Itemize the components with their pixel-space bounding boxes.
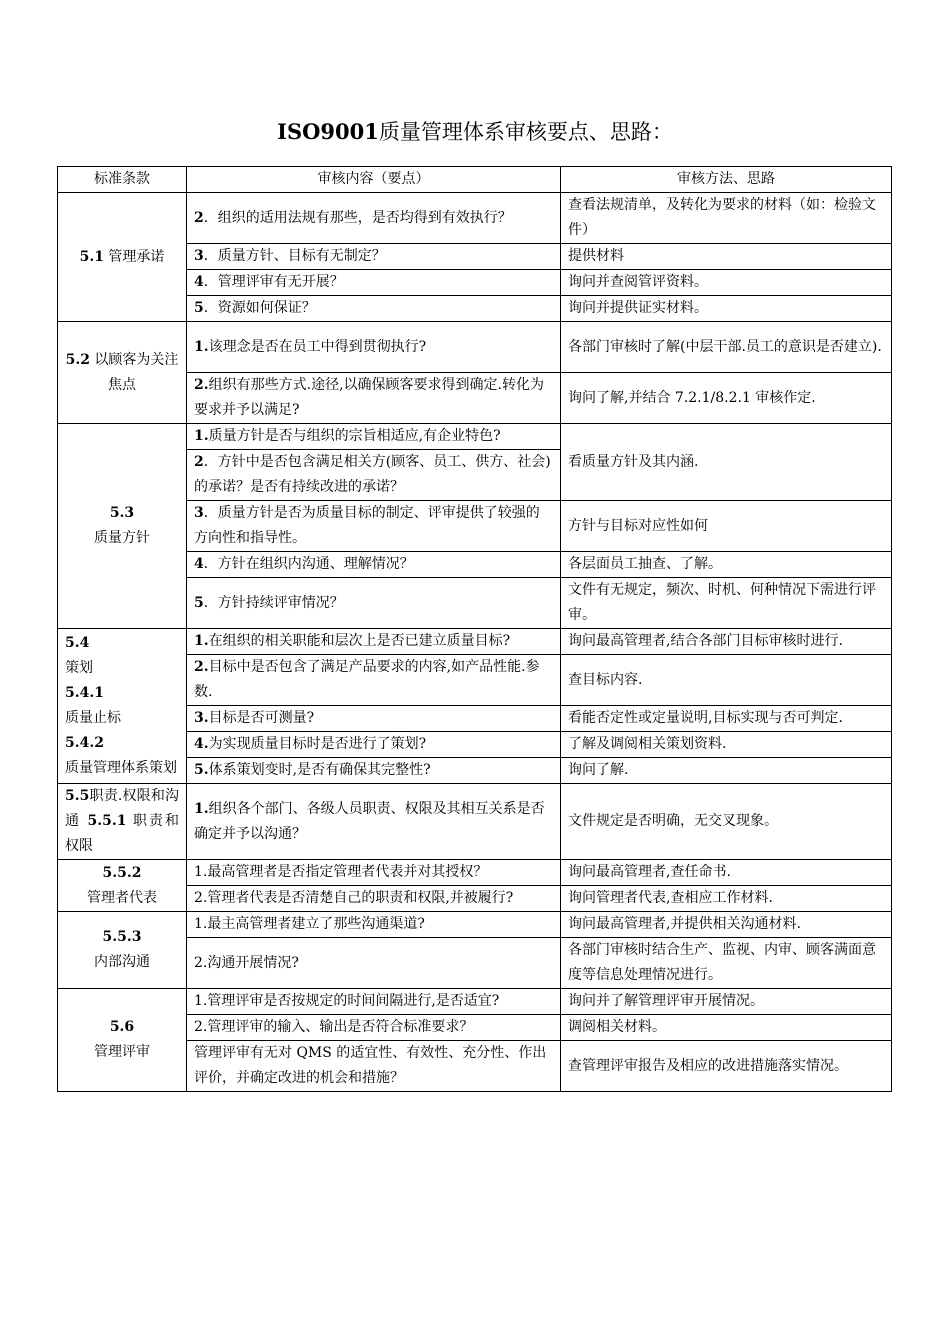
content-cell: 1.最高管理者是否指定管理者代表并对其授权？	[187, 860, 561, 886]
clause-5-5-2: 5.5.2 管理者代表	[58, 860, 187, 912]
audit-table	[57, 166, 892, 1092]
content-cell: 1.在组织的相关职能和层次上是否已建立质量目标?	[187, 629, 561, 655]
method-cell: 各部门审核时结合生产、监视、内审、顾客满面意度等信息处理情况进行。	[561, 938, 892, 989]
method-cell: 询问了解.	[561, 758, 892, 784]
content-cell: 3．质量方针、目标有无制定？	[187, 244, 561, 270]
clause-5-4: 5.4 策划 5.4.1 质量止标 5.4.2 质量管理体系策划	[58, 629, 187, 784]
clause-5-6: 5.6 管理评审	[58, 989, 187, 1092]
method-cell: 查看法规清单，及转化为要求的材料（如：检验文件）	[561, 193, 892, 244]
content-cell: 4．方针在组织内沟通、理解情况？	[187, 552, 561, 578]
title-standard: ISO9001	[277, 119, 379, 144]
method-cell: 询问最高管理者,查任命书.	[561, 860, 892, 886]
clause-5-5-3: 5.5.3 内部沟通	[58, 912, 187, 989]
content-cell: 2.沟通开展情况?	[187, 938, 561, 989]
content-cell: 2.管理评审的输入、输出是否符合标准要求？	[187, 1015, 561, 1041]
method-cell: 调阅相关材料。	[561, 1015, 892, 1041]
content-cell: 2.管理者代表是否清楚自己的职责和权限,并被履行?	[187, 886, 561, 912]
content-cell: 3.目标是否可测量?	[187, 706, 561, 732]
table-row	[58, 860, 892, 886]
method-cell: 了解及调阅相关策划资料.	[561, 732, 892, 758]
header-content: 审核内容（要点）	[187, 167, 561, 193]
title-text: 质量管理体系审核要点、思路：	[378, 120, 673, 144]
table-row	[58, 629, 892, 655]
content-cell: 管理评审有无对 QMS 的适宜性、有效性、充分性、作出评价，并确定改进的机会和措施？	[187, 1041, 561, 1092]
table-row	[58, 424, 892, 450]
content-cell: 2．方针中是否包含满足相关方(顾客、员工、供方、社会)的承诺？是否有持续改进的承诺？	[187, 450, 561, 501]
method-cell: 查管理评审报告及相应的改进措施落实情况。	[561, 1041, 892, 1092]
table-header-row	[58, 167, 892, 193]
content-cell: 1.质量方针是否与组织的宗旨相适应,有企业特色?	[187, 424, 561, 450]
method-cell: 文件有无规定，频次、时机、何种情况下需进行评审。	[561, 578, 892, 629]
content-cell: 5.体系策划变时,是否有确保其完整性?	[187, 758, 561, 784]
method-cell: 各部门审核时了解(中层干部.员工的意识是否建立).	[561, 322, 892, 373]
method-cell: 询问管理者代表,查相应工作材料.	[561, 886, 892, 912]
method-cell: 询问并提供证实材料。	[561, 296, 892, 322]
method-cell: 方针与目标对应性如何	[561, 501, 892, 552]
clause-5-3: 5.3 质量方针	[58, 424, 187, 629]
table-row	[58, 989, 892, 1015]
content-cell: 1.最主高管理者建立了那些沟通渠道?	[187, 912, 561, 938]
clause-5-1: 5.1 管理承诺	[58, 193, 187, 322]
content-cell: 2.目标中是否包含了满足产品要求的内容,如产品性能.参数.	[187, 655, 561, 706]
content-cell: 4．管理评审有无开展？	[187, 270, 561, 296]
content-cell: 2．组织的适用法规有那些，是否均得到有效执行？	[187, 193, 561, 244]
header-clause: 标准条款	[58, 167, 187, 193]
method-cell: 查目标内容.	[561, 655, 892, 706]
method-cell: 看质量方针及其内涵.	[561, 424, 892, 501]
method-cell: 询问了解,并结合 7.2.1/8.2.1 审核作定.	[561, 373, 892, 424]
content-cell: 1.该理念是否在员工中得到贯彻执行?	[187, 322, 561, 373]
method-cell: 各层面员工抽查、了解。	[561, 552, 892, 578]
method-cell: 文件规定是否明确，无交叉现象。	[561, 784, 892, 860]
content-cell: 4.为实现质量目标时是否进行了策划?	[187, 732, 561, 758]
page-title	[0, 116, 950, 148]
table-row	[58, 322, 892, 373]
method-cell: 询问最高管理者,并提供相关沟通材料.	[561, 912, 892, 938]
content-cell: 1.组织各个部门、各级人员职责、权限及其相互关系是否确定并予以沟通？	[187, 784, 561, 860]
content-cell: 3．质量方针是否为质量目标的制定、评审提供了较强的方向性和指导性。	[187, 501, 561, 552]
content-cell: 5．资源如何保证？	[187, 296, 561, 322]
table-row	[58, 912, 892, 938]
content-cell: 1.管理评审是否按规定的时间间隔进行,是否适宜?	[187, 989, 561, 1015]
content-cell: 5．方针持续评审情况？	[187, 578, 561, 629]
header-method: 审核方法、思路	[561, 167, 892, 193]
table-row	[58, 193, 892, 244]
clause-5-5: 5.5职责.权限和沟通 5.5.1 职责和权限	[58, 784, 187, 860]
method-cell: 询问并了解管理评审开展情况。	[561, 989, 892, 1015]
method-cell: 看能否定性或定量说明,目标实现与否可判定.	[561, 706, 892, 732]
table-row	[58, 784, 892, 860]
clause-5-2: 5.2 以顾客为关注焦点	[58, 322, 187, 424]
method-cell: 询问并查阅管评资料。	[561, 270, 892, 296]
method-cell: 提供材料	[561, 244, 892, 270]
content-cell: 2.组织有那些方式.途径,以确保顾客要求得到确定.转化为要求并予以满足?	[187, 373, 561, 424]
method-cell: 询问最高管理者,结合各部门目标审核时进行.	[561, 629, 892, 655]
